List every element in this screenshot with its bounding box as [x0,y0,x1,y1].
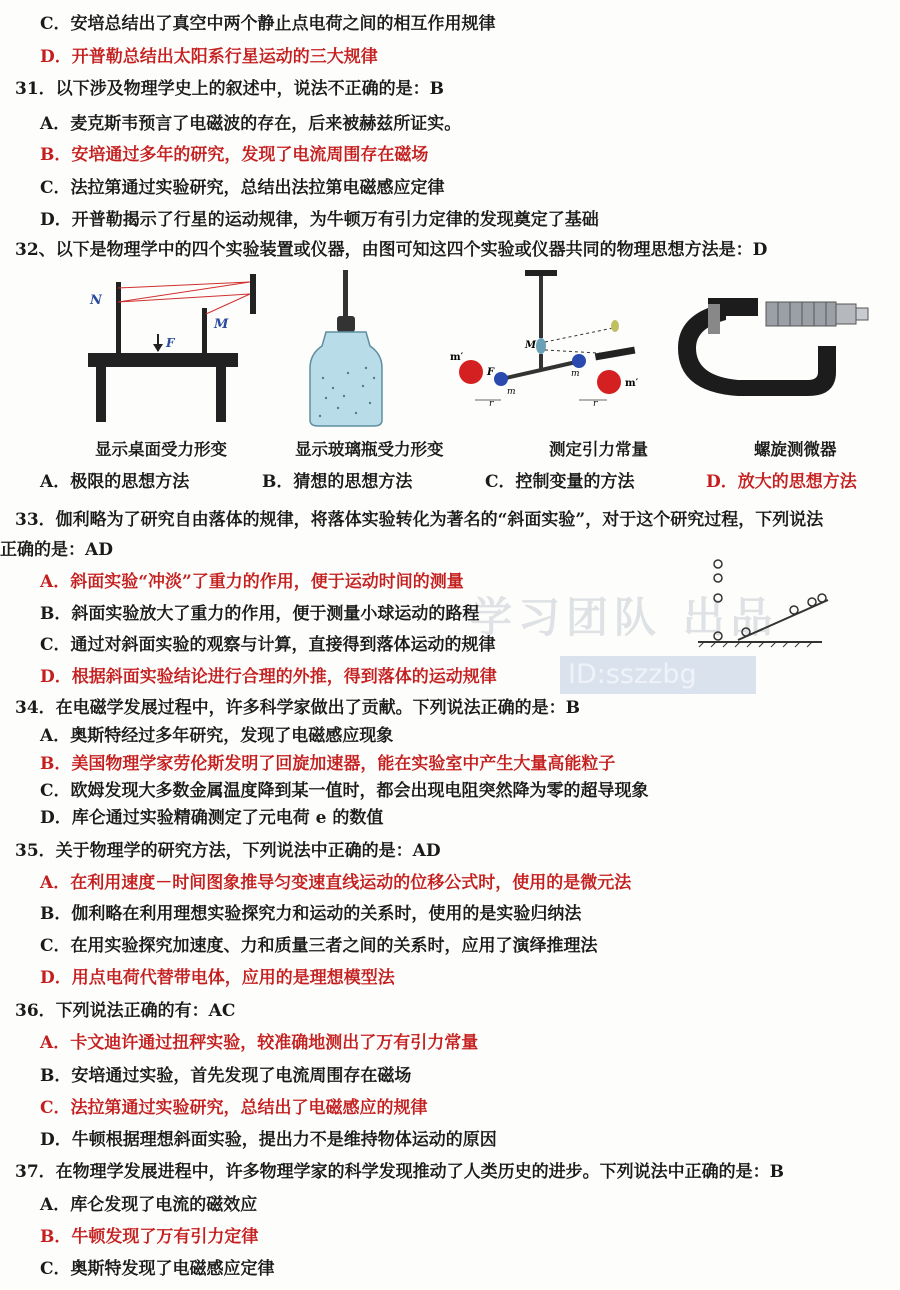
figure-glass-bottle [308,268,408,428]
q36-stem: 36．下列说法正确的有：AC [15,1001,236,1021]
q31-option-a: A．麦克斯韦预言了电磁波的存在，后来被赫兹所证实。 [40,114,462,134]
q34-option-b: B．美国物理学家劳伦斯发明了回旋加速器，能在实验室中产生大量高能粒子 [40,754,616,774]
label-m-center: M [525,340,537,351]
q33-option-d: D．根据斜面实验结论进行合理的外推，得到落体的运动规律 [40,667,497,687]
q36-option-b: B．安培通过实验，首先发现了电流周围存在磁场 [40,1066,412,1086]
q31-option-c: C．法拉第通过实验研究，总结出法拉第电磁感应定律 [40,178,445,198]
q33-stem-cont: 正确的是：AD [0,540,113,560]
q33-option-c: C．通过对斜面实验的观察与计算，直接得到落体运动的规律 [40,635,496,655]
label-n: N [90,293,102,308]
watermark-text: 学习团队 出品 [470,593,779,642]
q35-option-c: C．在用实验探究加速度、力和质量三者之间的关系时，应用了演绎推理法 [40,936,598,956]
q37-option-c: C．奥斯特发现了电磁感应定律 [40,1259,275,1279]
q32-option-b: B．猜想的思想方法 [262,472,413,492]
q32-option-c: C．控制变量的方法 [485,472,635,492]
watermark-id: ID:sszzbg [560,656,756,694]
label-f: F [166,336,175,350]
q32-stem: 32、以下是物理学中的四个实验装置或仪器，由图可知这四个实验或仪器共同的物理思想方法是：D [15,240,768,260]
label-r-left: r [489,399,494,409]
q32-option-d: D．放大的思想方法 [706,472,857,492]
q35-option-a: A．在利用速度－时间图象推导匀变速直线运动的位移公式时，使用的是微元法 [40,873,632,893]
q34-option-d: D．库仑通过实验精确测定了元电荷 e 的数值 [40,808,384,828]
q31-option-b: B．安培通过多年的研究，发现了电流周围存在磁场 [40,145,429,165]
label-m-prime-left: m′ [450,352,464,363]
q32-caption-1: 显示桌面受力形变 [95,440,227,459]
q33-option-a: A．斜面实验“冲淡”了重力的作用，便于运动时间的测量 [40,572,464,592]
q34-option-c: C．欧姆发现大多数金属温度降到某一值时，都会出现电阻突然降为零的超导现象 [40,781,649,801]
q30-option-c: C．安培总结出了真空中两个静止点电荷之间的相互作用规律 [40,14,496,34]
q32-caption-4: 螺旋测微器 [754,440,837,459]
figure-incline [690,552,830,648]
label-m-small-left: m [507,387,516,397]
q32-caption-2: 显示玻璃瓶受力形变 [295,440,444,459]
label-m-small-right: m [571,369,580,379]
q32-option-a: A．极限的思想方法 [40,472,190,492]
q35-stem: 35．关于物理学的研究方法，下列说法中正确的是：AD [15,841,441,861]
q35-option-b: B．伽利略在利用理想实验探究力和运动的关系时，使用的是实验归纳法 [40,904,582,924]
q36-option-c: C．法拉第通过实验研究，总结出了电磁感应的规律 [40,1098,428,1118]
q34-stem: 34．在电磁学发展过程中，许多科学家做出了贡献。下列说法正确的是：B [15,698,581,718]
q33-option-b: B．斜面实验放大了重力的作用，便于测量小球运动的路程 [40,604,480,624]
q37-option-b: B．牛顿发现了万有引力定律 [40,1227,259,1247]
q36-option-d: D．牛顿根据理想斜面实验，提出力不是维持物体运动的原因 [40,1130,497,1150]
label-f-left: F [487,367,495,378]
q37-stem: 37．在物理学发展进程中，许多物理学家的科学发现推动了人类历史的进步。下列说法中正确的是：B [15,1162,785,1182]
label-m-prime-right: m′ [625,378,639,389]
q37-option-a: A．库仑发现了电流的磁效应 [40,1195,258,1215]
figure-micrometer [668,268,888,428]
q33-stem: 33．伽利略为了研究自由落体的规律，将落体实验转化为著名的“斜面实验”，对于这个研究过程，下列说法 [15,510,824,530]
label-m: M [214,317,229,332]
q30-option-d: D．开普勒总结出太阳系行星运动的三大规律 [40,47,378,67]
label-r-right: r [593,399,598,409]
figure-torsion-balance [445,268,655,428]
figure-table-deformation [78,268,278,428]
q35-option-d: D．用点电荷代替带电体，应用的是理想模型法 [40,968,395,988]
q32-caption-3: 测定引力常量 [549,440,648,459]
q31-stem: 31．以下涉及物理学史上的叙述中，说法不正确的是：B [15,79,445,99]
q36-option-a: A．卡文迪许通过扭秤实验，较准确地测出了万有引力常量 [40,1033,479,1053]
q31-option-d: D．开普勒揭示了行星的运动规律，为牛顿万有引力定律的发现奠定了基础 [40,210,599,230]
q34-option-a: A．奥斯特经过多年研究，发现了电磁感应现象 [40,726,394,746]
